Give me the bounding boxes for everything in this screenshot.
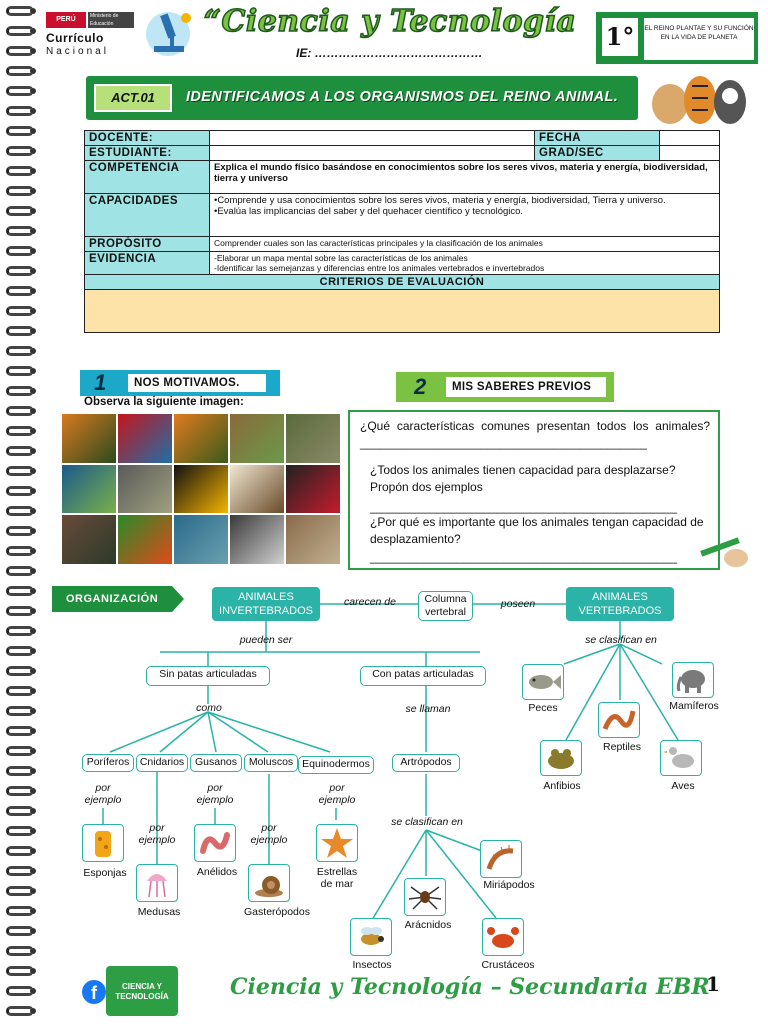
binding-hole <box>30 28 36 34</box>
binding-hole <box>30 88 36 94</box>
section-nos-motivamos <box>80 370 280 396</box>
binding-hole <box>30 68 36 74</box>
evidencia-item: -Identificar las semejanzas y diferencias entre los animales vertebrados e invertebrados <box>214 263 545 273</box>
jellyfish-icon <box>136 864 178 902</box>
capacidades-label: CAPACIDADES <box>85 194 210 237</box>
se-clasifican-label: se clasifican en <box>391 816 463 828</box>
competencia-label: COMPETENCIA <box>85 161 210 194</box>
peru-flag-logo: PERÚ <box>46 12 86 28</box>
binding-hole <box>30 108 36 114</box>
fish-photo <box>230 465 284 514</box>
animales-invertebrados-node: ANIMALES INVERTEBRADOS <box>212 587 320 621</box>
invertebrate-example-label: Estrellas de mar <box>316 866 358 890</box>
animales-vertebrados-node: ANIMALES VERTEBRADOS <box>566 587 674 621</box>
binding-hole <box>30 988 36 994</box>
como-label: como <box>196 702 222 714</box>
binding-hole <box>30 448 36 454</box>
capacidades-cell <box>210 194 720 237</box>
se-llaman-label: se llaman <box>405 703 451 715</box>
binding-hole <box>30 408 36 414</box>
activity-info-table <box>84 130 720 333</box>
binding-hole <box>30 508 36 514</box>
snake-icon <box>598 702 640 738</box>
estudiante-label: ESTUDIANTE: <box>85 146 210 161</box>
binding-hole <box>30 228 36 234</box>
invertebrate-group-node: Cnidarios <box>136 754 188 772</box>
por-ejemplo-label: por ejemplo <box>318 782 356 806</box>
ie-field: IE: …………………………………… <box>296 46 483 60</box>
tiger-photo <box>62 414 116 463</box>
answer-line[interactable]: ___________________________________________ <box>360 436 647 450</box>
curriculo-nacional-logo <box>46 12 134 58</box>
question-3: ¿Por qué es importante que los animales tengan capacidad de desplazamiento? <box>370 515 704 546</box>
invertebrate-example-label: Medusas <box>137 906 181 918</box>
microscope-icon <box>140 6 202 58</box>
toucan-photo <box>174 465 228 514</box>
grade-badge <box>596 12 758 64</box>
observe-instruction: Observa la siguiente imagen: <box>84 396 244 408</box>
invertebrate-example-label: Gasterópodos <box>244 906 310 918</box>
binding-hole <box>30 148 36 154</box>
page-number: 1 <box>706 972 720 996</box>
answer-line[interactable]: ______________________________________________ <box>370 500 677 514</box>
binding-hole <box>30 428 36 434</box>
section-number: 2 <box>414 374 427 399</box>
invertebrate-group-node: Gusanos <box>190 754 242 772</box>
section-label: MIS SABERES PREVIOS <box>446 377 606 397</box>
vertebrate-example-label: Peces <box>528 702 558 714</box>
logo-line-2: Nacional <box>46 46 109 57</box>
fecha-field[interactable] <box>660 131 720 146</box>
frog-photo <box>118 515 172 564</box>
binding-hole <box>30 248 36 254</box>
snail-icon <box>248 864 290 902</box>
vertebrate-example-label: Mamíferos <box>669 700 719 712</box>
capacidad-item: •Comprende y usa conocimientos sobre los seres vivos, materia y energía, biodiversidad, Tierra y universo. <box>214 195 666 206</box>
binding-hole <box>30 188 36 194</box>
animal-photo-grid <box>62 414 340 564</box>
binding-hole <box>30 348 36 354</box>
invertebrate-group-node: Equinodermos <box>298 756 374 774</box>
binding-hole <box>30 368 36 374</box>
pueden-ser-label: pueden ser <box>239 634 293 646</box>
bird-photo <box>286 465 340 514</box>
estudiante-field[interactable] <box>210 146 535 161</box>
elephant-icon <box>672 662 714 698</box>
invertebrate-group-node: Poríferos <box>82 754 134 772</box>
capacidad-item: •Evalúa las implicancias del saber y del quehacer científico y tecnológico. <box>214 206 524 217</box>
binding-hole <box>30 568 36 574</box>
arthropod-example-label: Arácnidos <box>404 919 452 931</box>
crocodile-photo <box>286 414 340 463</box>
lemur-photo <box>230 515 284 564</box>
por-ejemplo-label: por ejemplo <box>138 822 176 846</box>
binding-hole <box>30 208 36 214</box>
hippo-photo <box>62 515 116 564</box>
organizacion-label: ORGANIZACIÓN <box>52 586 172 612</box>
ministry-logo-text: Ministerio de Educación <box>88 12 134 28</box>
fecha-label: FECHA <box>535 131 660 146</box>
docente-label: DOCENTE: <box>85 131 210 146</box>
unit-title: EL REINO PLANTAE Y SU FUNCIÓN EN LA VIDA DE PLANETA <box>644 18 754 60</box>
macaw-photo <box>118 414 172 463</box>
poseen-label: poseen <box>500 598 536 610</box>
competencia-text: Explica el mundo físico basándose en conocimientos sobre los seres vivos, materia y energía, biodiversidad, tierra y universo <box>210 161 720 194</box>
se-clasifican-label: se clasifican en <box>585 634 657 646</box>
activity-title: IDENTIFICAMOS A LOS ORGANISMOS DEL REINO ANIMAL. <box>186 89 619 105</box>
page-title: “Ciencia y Tecnología <box>203 4 577 39</box>
binding-hole <box>30 488 36 494</box>
binding-hole <box>30 48 36 54</box>
facebook-icon[interactable]: f <box>82 980 106 1004</box>
activity-label: ACT.01 <box>94 84 172 112</box>
arthropod-example-label: Crustáceos <box>481 959 535 971</box>
carecen-de-label: carecen de <box>344 596 396 608</box>
deer-photo <box>230 414 284 463</box>
binding-hole <box>30 168 36 174</box>
binding-hole <box>30 328 36 334</box>
binding-hole <box>30 528 36 534</box>
sponge-icon <box>82 824 124 862</box>
grade-number: 1° <box>600 16 640 58</box>
manatee-photo <box>174 515 228 564</box>
questions-box <box>348 410 720 570</box>
por-ejemplo-label: por ejemplo <box>196 782 234 806</box>
binding-hole <box>30 308 36 314</box>
arthropod-example-label: Insectos <box>352 959 392 971</box>
insect-icon <box>350 918 392 956</box>
por-ejemplo-label: por ejemplo <box>250 822 288 846</box>
question-text: ¿Qué características comunes presentan todos los animales? <box>360 419 710 433</box>
ciencia-tecnologia-logo[interactable] <box>106 966 178 1016</box>
frog-icon <box>540 740 582 776</box>
criterios-header: CRITERIOS DE EVALUACIÓN <box>85 275 720 290</box>
logo-line-1: Currículo <box>46 31 104 45</box>
proposito-text: Comprender cuales son las características principales y la clasificación de los animales <box>210 237 720 252</box>
monkey-photo <box>174 414 228 463</box>
gradsec-field[interactable] <box>660 146 720 161</box>
question-2: ¿Todos los animales tienen capacidad para desplazarse? Propón dos ejemplos <box>370 463 676 494</box>
worm-icon <box>194 824 236 862</box>
sin-patas-node: Sin patas articuladas <box>146 666 270 686</box>
con-patas-node: Con patas articuladas <box>360 666 486 686</box>
binding-hole <box>30 548 36 554</box>
invertebrate-example-label: Esponjas <box>83 867 127 879</box>
gradsec-label: GRAD/SEC <box>535 146 660 161</box>
vertebrate-example-label: Reptiles <box>603 741 641 753</box>
proposito-label: PROPÓSITO <box>85 237 210 252</box>
invertebrate-group-node: Moluscos <box>244 754 298 772</box>
docente-field[interactable] <box>210 131 535 146</box>
section-label: NOS MOTIVAMOS. <box>128 374 266 392</box>
animals-photo <box>648 66 748 128</box>
hand-writing-icon <box>692 534 752 574</box>
binding-hole <box>30 288 36 294</box>
binding-hole <box>30 468 36 474</box>
activity-banner <box>86 76 638 120</box>
binding-hole <box>30 128 36 134</box>
answer-line[interactable]: ______________________________________________ <box>370 550 677 564</box>
binding-hole <box>30 388 36 394</box>
evidencia-item: -Elaborar un mapa mental sobre las características de los animales <box>214 253 468 263</box>
crab-icon <box>482 918 524 956</box>
columna-vertebral-node: Columna vertebral <box>418 591 473 621</box>
seahorse-photo <box>62 465 116 514</box>
footer-text: Ciencia y Tecnología – Secundaria EBR <box>230 974 710 1000</box>
spider-icon <box>404 878 446 916</box>
invertebrate-example-label: Anélidos <box>196 866 238 878</box>
por-ejemplo-label: por ejemplo <box>84 782 122 806</box>
evidencia-label: EVIDENCIA <box>85 252 210 275</box>
vertebrate-example-label: Aves <box>671 780 695 792</box>
vertebrate-example-label: Anfibios <box>543 780 581 792</box>
question-1 <box>360 418 710 452</box>
arthropod-example-label: Miriápodos <box>483 879 535 891</box>
bird-icon <box>660 740 702 776</box>
artropodos-node: Artrópodos <box>392 754 460 772</box>
owl-photo <box>286 515 340 564</box>
binding-hole <box>30 1008 36 1014</box>
binding-hole <box>30 268 36 274</box>
criterios-field[interactable] <box>85 290 720 333</box>
section-number: 1 <box>94 370 107 395</box>
starfish-icon <box>316 824 358 862</box>
evidencia-cell <box>210 252 720 275</box>
section-saberes-previos <box>396 372 614 402</box>
fish-icon <box>522 664 564 700</box>
elephant-photo <box>118 465 172 514</box>
footer-logo-text: CIENCIA Y TECNOLOGÍA <box>115 982 169 1001</box>
binding-hole <box>30 8 36 14</box>
centipede-icon <box>480 840 522 878</box>
